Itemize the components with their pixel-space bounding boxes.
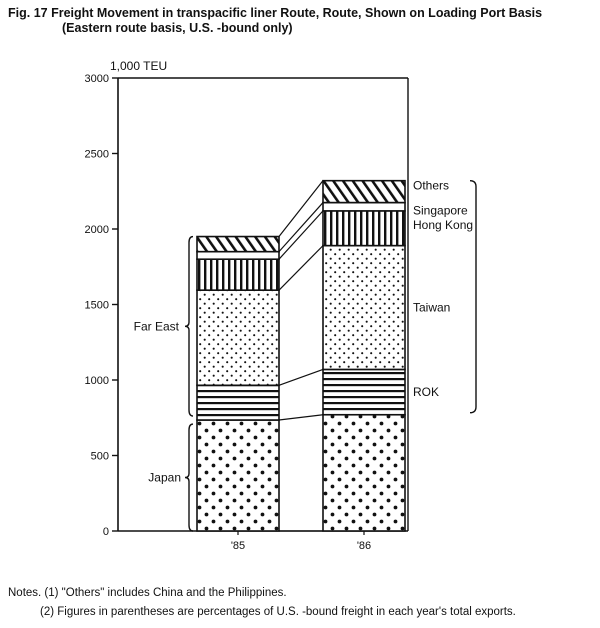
bar-segment-rok-86: [323, 369, 405, 414]
x-tick-label: '85: [230, 540, 246, 552]
segment-label-rok: ROK: [413, 385, 440, 400]
x-tick-label: '86: [356, 540, 372, 552]
bracket-label-far-east: Far East: [133, 319, 179, 334]
chart-notes: [8, 584, 516, 622]
y-tick-label: 0: [102, 526, 109, 538]
y-tick-label: 2000: [84, 224, 109, 236]
y-tick-label: 2500: [84, 148, 109, 161]
bar-connectors: [279, 181, 323, 531]
segment-label-hong-kong: Hong Kong: [413, 218, 474, 233]
connector-line-rok: [279, 369, 323, 385]
bar-stacks: [197, 181, 405, 531]
bar-segment-japan-85: [197, 420, 279, 531]
segment-label-taiwan: Taiwan: [413, 300, 451, 315]
y-tick-label: 3000: [84, 73, 109, 85]
japan-bracket-left: [185, 424, 193, 531]
x-axis-tick-labels: [231, 531, 371, 552]
far-east-bracket-left: [185, 237, 193, 416]
y-tick-label: 1500: [84, 299, 109, 312]
bar-segment-rok-85: [197, 385, 279, 420]
bar-segment-singapore-85: [197, 252, 279, 260]
bar-segment-taiwan-85: [197, 290, 279, 385]
group-brackets: [133, 178, 476, 531]
far-east-bracket-right: [470, 181, 476, 413]
connector-line-japan: [279, 415, 323, 420]
note-1: Notes. (1) "Others" includes China and the Philippines.: [8, 587, 287, 599]
note-2: (2) Figures in parentheses are percentages of U.S. -bound freight in each year's total exports.: [40, 606, 516, 618]
segment-label-singapore: Singapore: [413, 203, 468, 218]
bar-segment-hong-kong-85: [197, 259, 279, 290]
chart-title: Fig. 17 Freight Movement in transpacific liner Route, Route, Shown on Loading Port Basis: [8, 6, 543, 20]
bar-segment-japan-86: [323, 415, 405, 531]
y-axis-ticks: [85, 73, 118, 538]
chart-subtitle: (Eastern route basis, U.S. -bound only): [62, 21, 293, 35]
bar-segment-others-86: [323, 181, 405, 203]
bar-segment-hong-kong-86: [323, 211, 405, 246]
connector-line-singapore: [279, 203, 323, 252]
segment-label-others: Others: [413, 178, 450, 193]
y-axis-unit-label: 1,000 TEU: [110, 59, 168, 73]
bracket-label-japan: Japan: [148, 470, 181, 485]
y-tick-label: 500: [90, 450, 109, 463]
bar-segment-others-85: [197, 237, 279, 252]
y-tick-label: 1000: [84, 375, 109, 387]
bar-segment-singapore-86: [323, 203, 405, 211]
bar-segment-taiwan-86: [323, 246, 405, 370]
segment-labels: [413, 179, 473, 399]
connector-line-others: [279, 181, 323, 237]
